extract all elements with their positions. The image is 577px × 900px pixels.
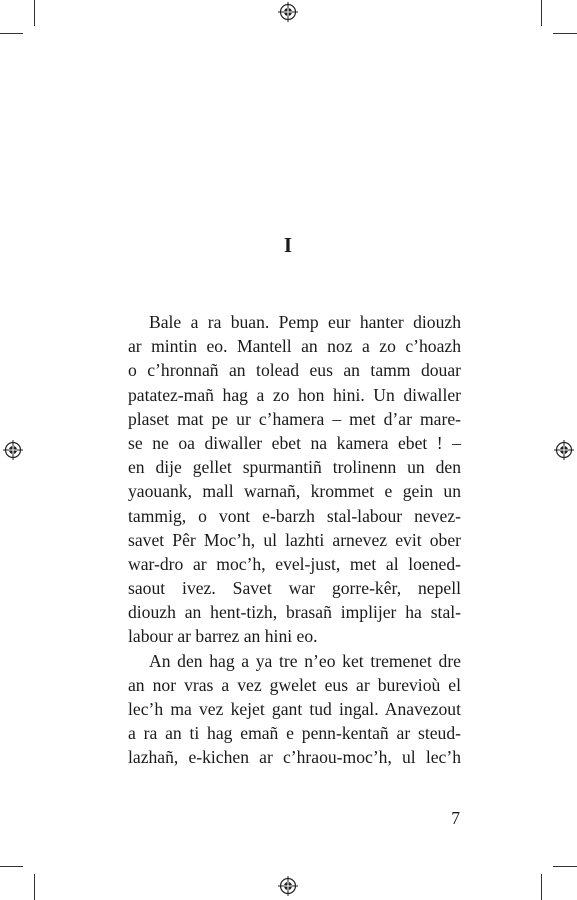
- page-number: 7: [451, 808, 460, 828]
- crop-mark-top-left: [34, 0, 35, 26]
- registration-mark-icon: [278, 2, 298, 22]
- crop-mark-bottom-right: [541, 874, 542, 900]
- registration-mark-icon: [278, 876, 298, 896]
- text-line: patatez-mañ hag a zo hon hini. Un diwaller: [128, 384, 461, 405]
- crop-mark-right-bottom: [553, 866, 577, 867]
- text-line: lec’h ma vez kejet gant tud ingal. Anavezout: [128, 699, 461, 719]
- text-line: Bale a ra buan. Pemp eur hanter diouzh: [149, 312, 461, 332]
- crop-mark-left-bottom: [0, 866, 23, 867]
- crop-mark-right-top: [553, 33, 577, 34]
- registration-mark-icon: [3, 440, 23, 460]
- crop-mark-top-right: [541, 0, 542, 26]
- text-line: diouzh an hent-tizh, brasañ implijer ha stal-: [128, 602, 461, 623]
- crop-mark-left-top: [0, 33, 23, 34]
- text-line: labour ar barrez an hini eo.: [128, 626, 318, 647]
- text-line: saout ivez. Savet war gorre-kêr, nepell: [128, 578, 461, 599]
- body-text: [128, 310, 461, 770]
- registration-mark-icon: [554, 440, 574, 460]
- text-line: An den hag a ya tre n’eo ket tremenet dre: [149, 650, 461, 671]
- text-line: savet Pêr Moc’h, ul lazhti arnevez evit ober: [128, 529, 461, 550]
- text-line: ar mintin eo. Mantell an noz a zo c’hoazh: [128, 336, 461, 357]
- text-line: war-dro ar moc’h, evel-just, met al loened-: [128, 553, 461, 574]
- text-line: o c’hronnañ an tolead eus an tamm douar: [128, 360, 461, 381]
- text-line: se ne oa diwaller ebet na kamera ebet ! –: [128, 432, 461, 453]
- text-line: a ra an ti hag emañ e penn-kentañ ar steud-: [128, 723, 461, 744]
- text-line: en dije gellet spurmantiñ trolinenn un den: [128, 457, 461, 478]
- text-line: tammig, o vont e-barzh stal-labour nevez-: [128, 505, 461, 526]
- text-line: lazhañ, e-kichen ar c’hraou-moc’h, ul lec’h: [128, 747, 461, 768]
- text-line: plaset mat pe ur c’hamera – met d’ar mare-: [128, 408, 461, 429]
- text-line: an nor vras a vez gwelet eus ar burevioù el: [128, 674, 461, 695]
- text-line: yaouank, mall warnañ, krommet e gein un: [128, 481, 461, 502]
- crop-mark-bottom-left: [34, 874, 35, 900]
- chapter-heading: I: [283, 233, 294, 257]
